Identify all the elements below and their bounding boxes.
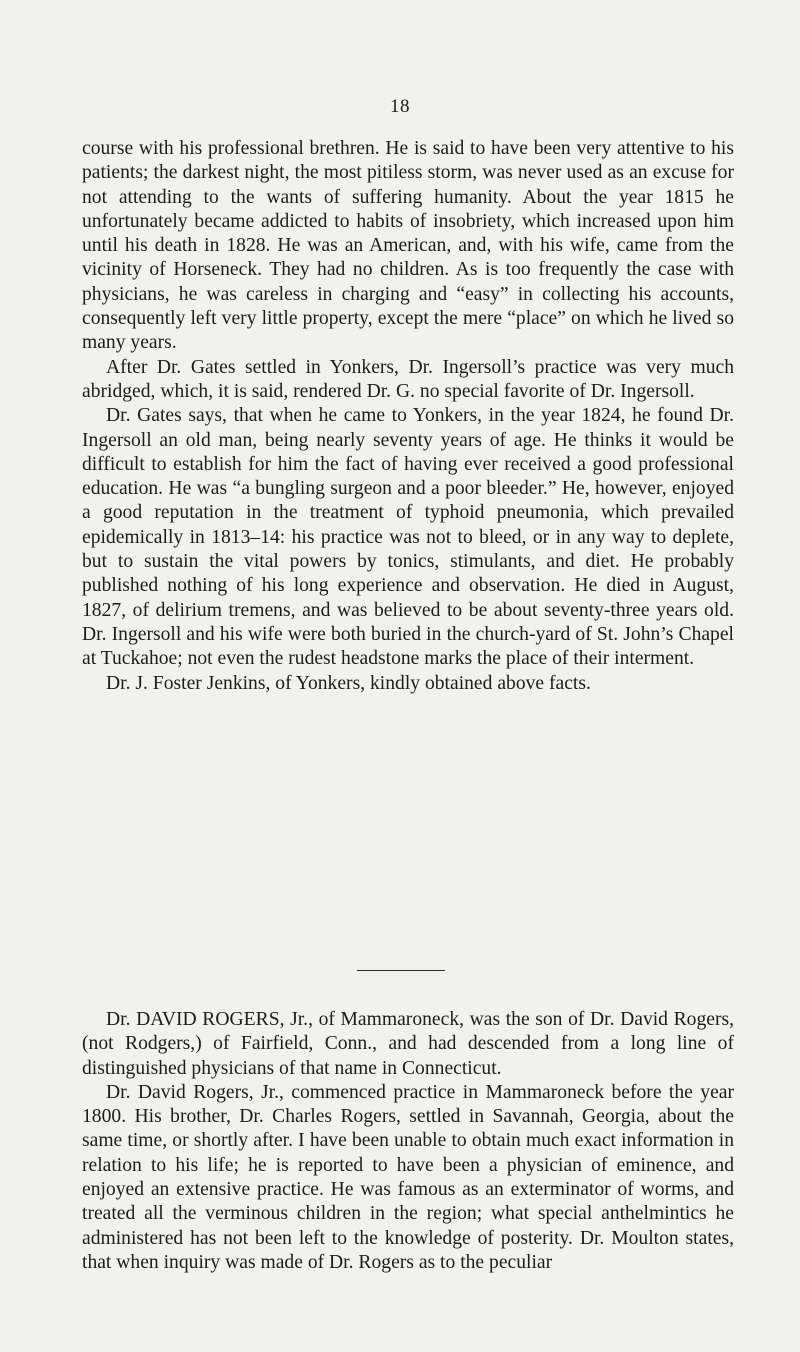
paragraph-continued: course with his professional brethren. He is said to have been very attentive to his patients; the darkest night, the most pitiless storm, was never used as an excuse for not attending to the wants of suffering humanity. About the year 1815 he unfortunately became addicted to habits of insobriety, which increased upon him until his death in 1828. He was an American, and, with his wife, came from the vicinity of Horseneck. They had no children. As is too frequently the case with physicians, he was careless in charging and “easy” in collecting his accounts, consequently left very little property, except the mere “place” on which he lived so many years. — [82, 138, 734, 354]
paragraph-rogers-practice: Dr. David Rogers, Jr., commenced practice in Mammaroneck before the year 1800. His brother, Dr. Charles Rogers, settled in Savannah, Georgia, about the same time, or shortly after. I have been unable to obtain much exact information in relation to his life; he is reported to have been a physician of eminence, and enjoyed an extensive practice. He was famous as an exterminator of worms, and treated all the verminous children in the region; what special anthelmintics he administered has not been left to the knowledge of posterity. Dr. Moulton states, that when inquiry was made of Dr. Rogers as to the peculiar — [82, 1081, 734, 1273]
paragraph-rogers-intro: Dr. DAVID ROGERS, Jr., of Mammaroneck, was the son of Dr. David Rogers, (not Rodgers,) of Fairfield, Conn., and had descended from a long line of distinguished physicians of that name in Connecticut. — [82, 1009, 734, 1079]
paragraph-gates-says: Dr. Gates says, that when he came to Yonkers, in the year 1824, he found Dr. Ingersoll an old man, being nearly seventy years of age. He thinks it would be difficult to establish for him the fact of having ever received a good professional education. He was “a bungling surgeon and a poor bleeder.” He, however, enjoyed a good reputation in the treatment of typhoid pneumonia, which prevailed epidemically in 1813–14: his practice was not to bleed, or in any way to deplete, but to sustain the vital powers by tonics, stimulants, and diet. He probably published nothing of his long experience and observation. He died in August, 1827, of delirium tremens, and was believed to be about seventy-three years old. Dr. Ingersoll and his wife were both buried in the church-yard of St. John’s Chapel at Tuckahoe; not even the rudest headstone marks the place of their interment. — [82, 405, 734, 670]
paragraph-acknowledgement: Dr. J. Foster Jenkins, of Yonkers, kindly obtained above facts. — [106, 672, 591, 694]
section-gates-ingersoll — [82, 137, 734, 696]
page-number: 18 — [390, 96, 410, 117]
paragraph-gates-settled: After Dr. Gates settled in Yonkers, Dr. Ingersoll’s practice was very much abridged, which, it is said, rendered Dr. G. no special favorite of Dr. Ingersoll. — [82, 356, 734, 402]
section-david-rogers — [82, 1008, 734, 1275]
section-separator-rule — [357, 970, 445, 971]
